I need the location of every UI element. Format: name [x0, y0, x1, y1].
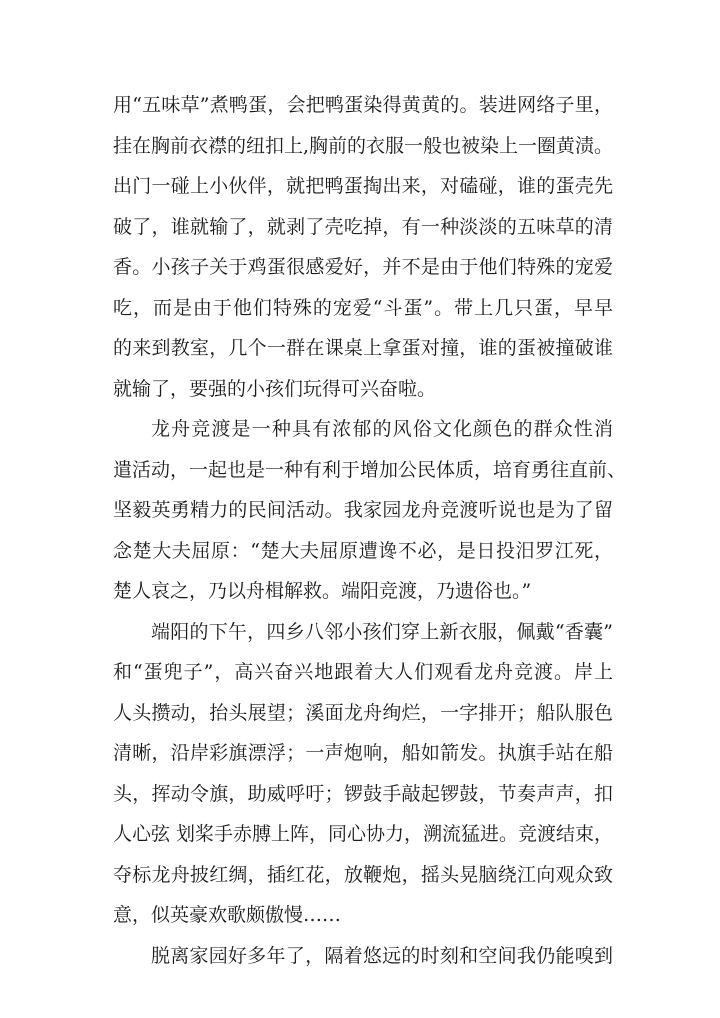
text-line: 夺标龙舟披红绸，插红花，放鞭炮，摇头晃脑绕江向观众致: [113, 863, 613, 886]
paragraph-4: [113, 936, 613, 977]
text-line: 脱离家园好多年了，隔着悠远的时刻和空间我仍能嗅到: [151, 944, 613, 967]
text-line: 人心弦 划桨手赤膊上阵，同心协力，溯流猛进。竞渡结束，: [113, 823, 614, 845]
text-line: 坚毅英勇精力的民间活动。我家园龙舟竞渡听说也是为了留: [113, 499, 613, 521]
text-line: 端阳的下午，四乡八邻小孩们穿上新衣服，佩戴“香囊”: [151, 620, 613, 643]
text-line: 念楚大夫屈原：“楚大夫屈原遭谗不必，是日投汨罗江死，: [113, 539, 613, 562]
text-line: 楚人哀之，乃以舟楫解救。端阳竞渡，乃遗俗也。”: [113, 580, 532, 602]
paragraph-1: [113, 85, 613, 409]
text-line: 人头攒动，抬头展望；溪面龙舟绚烂，一字排开；船队服色: [113, 701, 613, 724]
text-line: 出门一碰上小伙伴，就把鸭蛋掏出来，对磕碰，谁的蛋壳先: [113, 175, 613, 197]
text-line: 用“五味草”煮鸭蛋，会把鸭蛋染得黄黄的。装进网络子里，: [113, 94, 613, 116]
text-line: 香。小孩子关于鸡蛋很感爱好，并不是由于他们特殊的宠爱: [113, 256, 613, 278]
text-line: 破了，谁就输了，就剥了壳吃掉，有一种淡淡的五味草的清: [113, 215, 613, 238]
document-body: [113, 85, 627, 976]
text-line: 的来到教室，几个一群在课桌上拿蛋对撞，谁的蛋被撞破谁: [113, 337, 613, 359]
text-line: 意，似英豪欢歌颇傲慢……: [113, 904, 342, 926]
text-line: 头，挥动令旗，助威呼吁；锣鼓手敲起锣鼓，节奏声声，扣: [113, 782, 613, 805]
text-line: 遣活动，一起也是一种有利于增加公民体质，培育勇往直前、: [113, 458, 627, 481]
paragraph-2: [113, 409, 627, 612]
text-line: 吃，而是由于他们特殊的宠爱“斗蛋”。带上几只蛋，早早: [113, 296, 613, 319]
text-line: 和“蛋兜子”，高兴奋兴地跟着大人们观看龙舟竞渡。岸上: [113, 661, 613, 683]
text-line: 挂在胸前衣襟的纽扣上,胸前的衣服一般也被染上一圈黄渍。: [113, 134, 614, 157]
paragraph-3: [113, 612, 613, 936]
text-line: 清晰，沿岸彩旗漂浮；一声炮响，船如箭发。执旗手站在船: [113, 742, 613, 764]
text-line: 就输了，要强的小孩们玩得可兴奋啦。: [113, 377, 437, 400]
text-line: 龙舟竞渡是一种具有浓郁的风俗文化颜色的群众性消: [151, 418, 613, 440]
